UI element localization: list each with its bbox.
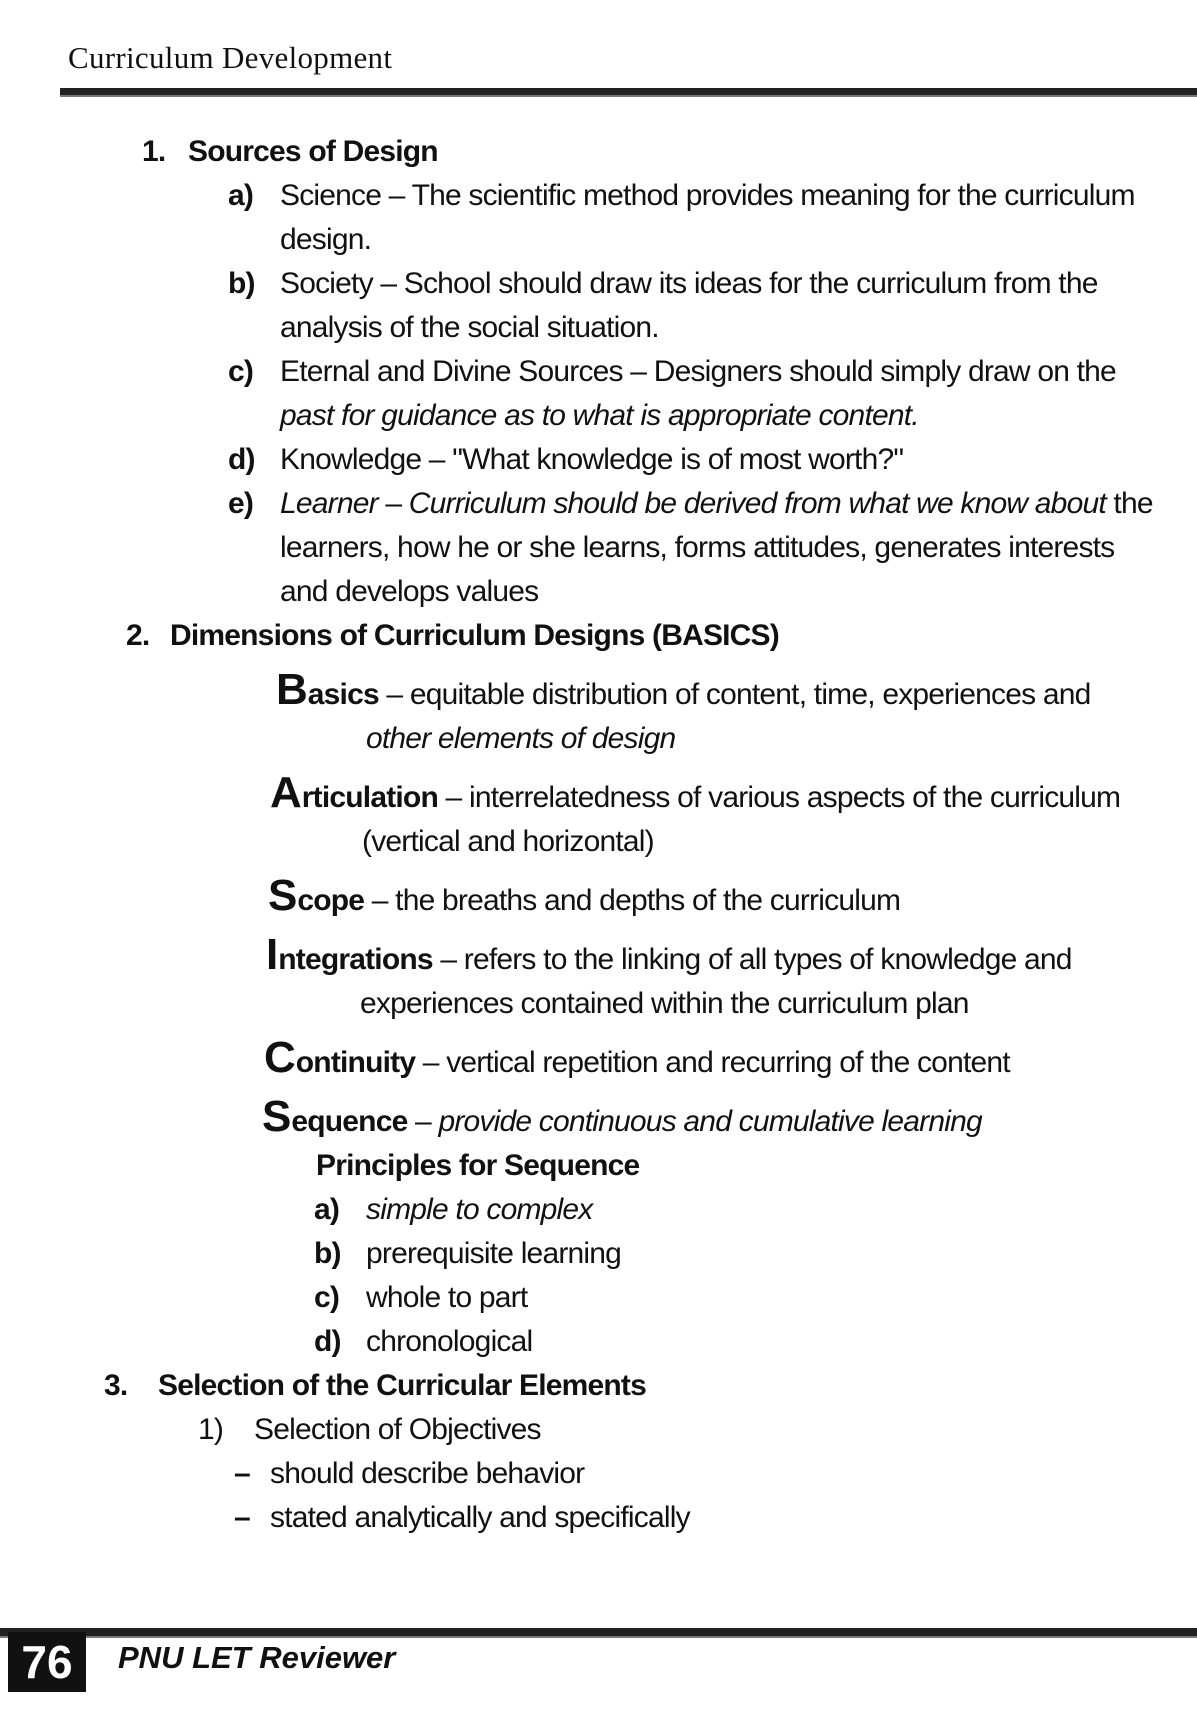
item-text: Designers should simply draw on the [653,355,1116,388]
page-number: 76 [8,1632,86,1692]
item-marker: d) [314,1325,341,1358]
dimension-articulation: Articulation – interrelatedness of various aspects of the curriculum (vertical and horizontal) [270,771,1197,864]
dimension-term: cope [297,884,365,917]
footer-title: PNU LET Reviewer [118,1640,396,1675]
item-marker: e) [228,487,254,520]
dash-bullet: – [234,1501,250,1534]
dimension-initial: B [276,665,308,714]
source-item-society: b) Society – School should draw its ideas for the curriculum from the analysis of the social situation. [228,262,1197,350]
principle-text: simple to complex [366,1193,593,1226]
dimension-sequence: Sequence – provide continuous and cumulative learning [262,1092,982,1141]
section-number: 3. [104,1369,128,1402]
objective-bullet [234,1496,1197,1540]
dimension-desc-cont: (vertical and horizontal) [362,825,654,858]
source-item-learner: e) Learner – Curriculum should be derived from what we know about the learners, how he or she learns, forms attitudes, generates interests and develops values [228,482,1197,614]
principle-item [314,1276,1197,1320]
item-marker: c) [314,1281,340,1314]
dimension-term: ntegrations [278,943,433,976]
principles-title: Principles for Sequence [316,1149,640,1182]
item-text: "What knowledge is of most worth?" [452,443,904,476]
dimension-desc-cont: other elements of design [366,722,676,755]
principle-text: whole to part [366,1281,528,1314]
header-rule [60,88,1197,97]
selection-objectives-heading [198,1408,1197,1452]
section-title: Selection of the Curricular Elements [158,1369,646,1402]
dimension-continuity: Continuity – vertical repetition and recurring of the content [264,1033,1010,1082]
dimension-initial: C [264,1033,296,1082]
footer-rule [0,1628,1197,1638]
dimension-integrations: Integrations – refers to the linking of all types of knowledge and experiences contained within the curriculum plan [266,933,1197,1026]
item-text: School should draw its ideas for the curriculum from the analysis of the social situation. [280,267,1098,344]
principle-item [314,1320,1197,1364]
dimension-desc: equitable distribution of content, time, experiences and [409,678,1091,711]
objective-bullet [234,1452,1197,1496]
dimension-term: asics [307,678,379,711]
principles-heading [316,1144,1197,1188]
dimension-term: rticulation [301,781,438,814]
item-marker: b) [314,1237,341,1270]
dimension-basics: Basics – equitable distribution of content, time, experiences and other elements of design [276,668,1197,761]
item-marker: b) [228,267,255,300]
dimension-initial: A [270,768,302,817]
item-text-italic: Curriculum should be derived from what we know about [408,487,1106,520]
dimension-initial: S [268,871,298,920]
item-marker: c) [228,355,254,388]
item-term: Science [280,179,382,212]
section-title: Sources of Design [188,135,438,168]
item-term: Learner [280,487,378,520]
dimension-desc: interrelatedness of various aspects of the curriculum [468,781,1121,814]
principle-item [314,1232,1197,1276]
dimension-term: ontinuity [295,1046,416,1079]
dimension-desc: vertical repetition and recurring of the content [446,1046,1010,1079]
dash-bullet: – [234,1457,250,1490]
item-marker: 1) [198,1413,224,1446]
principle-text: prerequisite learning [366,1237,622,1270]
item-marker: a) [228,179,254,212]
source-item-eternal-divine: c) Eternal and Divine Sources – Designers should simply draw on the past for guidance as to what is appropriate content. [228,350,1197,438]
item-term: Knowledge [280,443,422,476]
source-item-science: a) Science – The scientific method provides meaning for the curriculum design. [228,174,1197,262]
dimension-initial: S [262,1092,292,1141]
section-3-heading [104,1364,1197,1408]
item-marker: d) [228,443,255,476]
item-text: the learners, how he or she learns, forms attitudes, generates interests and develops values [280,487,1153,608]
bullet-text: should describe behavior [270,1457,585,1490]
source-item-knowledge: d) Knowledge – "What knowledge is of most worth?" [228,438,1197,482]
dimension-initial: I [266,930,279,979]
item-marker: a) [314,1193,340,1226]
dimension-desc-cont: experiences contained within the curriculum plan [360,987,969,1020]
dimension-desc: refers to the linking of all types of knowledge and [463,943,1072,976]
dimension-scope: Scope – the breaths and depths of the curriculum [268,871,901,920]
dimension-desc: the breaths and depths of the curriculum [395,884,901,917]
bullet-text: stated analytically and specifically [270,1501,690,1534]
section-1-heading [142,130,1197,174]
dimension-term: equence [291,1105,408,1138]
principle-text: chronological [366,1325,533,1358]
subsection-title: Selection of Objectives [254,1413,541,1446]
section-2-heading [126,614,1197,658]
section-title: Dimensions of Curriculum Designs (BASICS) [170,619,779,652]
principle-item [314,1188,1197,1232]
item-term: Eternal and Divine Sources [280,355,623,388]
running-head: Curriculum Development [68,40,393,75]
item-text-italic: past for guidance as to what is appropriate content. [280,399,919,432]
item-term: Society [280,267,373,300]
item-text: The scientific method provides meaning for the curriculum design. [280,179,1135,256]
page-content [0,130,1197,1540]
section-number: 1. [142,135,166,168]
section-number: 2. [126,619,150,652]
dimension-desc: provide continuous and cumulative learning [438,1105,982,1138]
